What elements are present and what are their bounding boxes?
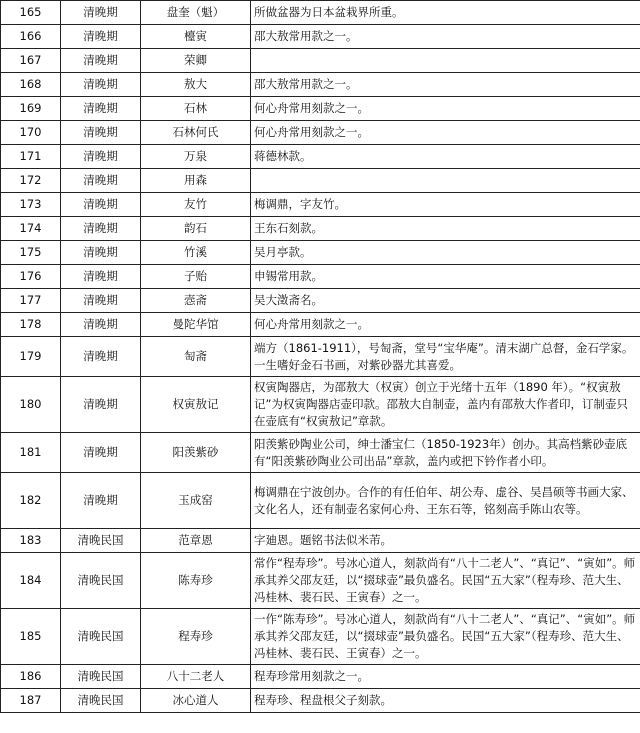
table-row: [1, 145, 640, 169]
row-description: 权寅陶器店，为邵敖大（权寅）创立于光绪十五年（1890 年）。“权寅敖记”为权寅陶器店壶印款。邵敖大自制壶，盖内有邵敖大作者印，订制壶只在壶底有“权寅敖记”章款。: [251, 377, 640, 433]
row-description: 何心舟常用刻款之一。: [251, 121, 640, 145]
table-row: [1, 193, 640, 217]
row-number: 168: [1, 73, 61, 97]
row-mark: 盘奎（魁）: [141, 1, 251, 25]
row-mark: 程寿珍: [141, 609, 251, 665]
table-row: [1, 689, 640, 713]
row-mark: 石林: [141, 97, 251, 121]
row-era: 清晚民国: [61, 553, 141, 609]
row-description: 阳羡紫砂陶业公司，绅士潘宝仁（1850-1923年）创办。其高档紫砂壶底有“阳羡紫砂陶业公司出品”章款，盖内或把下钤作者小印。: [251, 433, 640, 473]
row-number: 185: [1, 609, 61, 665]
row-era: 清晚期: [61, 217, 141, 241]
row-description: 程寿珍、程盘根父子刻款。: [251, 689, 640, 713]
table-row: [1, 313, 640, 337]
row-era: 清晚期: [61, 241, 141, 265]
row-mark: 阳羡紫砂: [141, 433, 251, 473]
row-number: 184: [1, 553, 61, 609]
row-number: 171: [1, 145, 61, 169]
row-mark: 陈寿珍: [141, 553, 251, 609]
table-row: [1, 97, 640, 121]
row-number: 186: [1, 665, 61, 689]
row-number: 169: [1, 97, 61, 121]
row-mark: 权寅敖记: [141, 377, 251, 433]
row-era: 清晚民国: [61, 529, 141, 553]
row-number: 187: [1, 689, 61, 713]
mark-table-body: [1, 1, 640, 713]
table-row: [1, 169, 640, 193]
row-mark: 子贻: [141, 265, 251, 289]
table-row: [1, 529, 640, 553]
row-mark: 檯寅: [141, 25, 251, 49]
row-era: 清晚期: [61, 337, 141, 377]
table-row: [1, 73, 640, 97]
row-description: 一作“陈寿珍”。号冰心道人，刻款尚有“八十二老人”、“真记”、“寅如”。师承其养父邵友廷，以“掇球壶”最负盛名。民国“五大家”（程寿珍、范大生、冯桂林、裴石民、王寅春）之一。: [251, 609, 640, 665]
table-row: [1, 337, 640, 377]
row-number: 178: [1, 313, 61, 337]
row-era: 清晚期: [61, 25, 141, 49]
row-description: 王东石刻款。: [251, 217, 640, 241]
row-number: 167: [1, 49, 61, 73]
row-number: 176: [1, 265, 61, 289]
table-row: [1, 553, 640, 609]
table-row: [1, 121, 640, 145]
row-number: 177: [1, 289, 61, 313]
row-number: 180: [1, 377, 61, 433]
row-era: 清晚期: [61, 145, 141, 169]
row-era: 清晚民国: [61, 689, 141, 713]
table-row: [1, 609, 640, 665]
row-mark: 竹溪: [141, 241, 251, 265]
row-mark: 敖大: [141, 73, 251, 97]
row-description: 邵大敖常用款之一。: [251, 25, 640, 49]
row-era: 清晚期: [61, 97, 141, 121]
row-mark: 悫斋: [141, 289, 251, 313]
row-era: 清晚期: [61, 265, 141, 289]
row-description: 吴月亭款。: [251, 241, 640, 265]
table-row: [1, 265, 640, 289]
row-mark: 曼陀华馆: [141, 313, 251, 337]
row-description: [251, 169, 640, 193]
row-era: 清晚期: [61, 49, 141, 73]
row-era: 清晚期: [61, 289, 141, 313]
row-description: 何心舟常用刻款之一。: [251, 97, 640, 121]
table-row: [1, 1, 640, 25]
row-number: 170: [1, 121, 61, 145]
row-description: 何心舟常用刻款之一。: [251, 313, 640, 337]
row-era: 清晚期: [61, 473, 141, 529]
table-row: [1, 473, 640, 529]
row-era: 清晚期: [61, 313, 141, 337]
row-number: 175: [1, 241, 61, 265]
row-number: 179: [1, 337, 61, 377]
row-era: 清晚期: [61, 1, 141, 25]
row-era: 清晚民国: [61, 609, 141, 665]
row-number: 181: [1, 433, 61, 473]
row-era: 清晚期: [61, 377, 141, 433]
row-era: 清晚期: [61, 193, 141, 217]
row-mark: 万泉: [141, 145, 251, 169]
row-number: 172: [1, 169, 61, 193]
row-mark: 冰心道人: [141, 689, 251, 713]
row-mark: 范章恩: [141, 529, 251, 553]
row-era: 清晚期: [61, 433, 141, 473]
row-mark: 用森: [141, 169, 251, 193]
row-era: 清晚期: [61, 73, 141, 97]
row-number: 182: [1, 473, 61, 529]
row-mark: 荣卿: [141, 49, 251, 73]
table-row: [1, 241, 640, 265]
row-mark: 匋斋: [141, 337, 251, 377]
row-mark: 玉成窑: [141, 473, 251, 529]
table-row: [1, 289, 640, 313]
table-row: [1, 433, 640, 473]
row-description: 邵大敖常用款之一。: [251, 73, 640, 97]
table-row: [1, 25, 640, 49]
row-number: 165: [1, 1, 61, 25]
row-description: 梅调鼎，字友竹。: [251, 193, 640, 217]
row-description: [251, 49, 640, 73]
row-description: 所做盆器为日本盆栽界所重。: [251, 1, 640, 25]
row-number: 174: [1, 217, 61, 241]
row-era: 清晚民国: [61, 665, 141, 689]
row-mark: 友竹: [141, 193, 251, 217]
row-description: 端方（1861-1911），号匋斋，堂号“宝华庵”。清末湖广总督，金石学家。一生嗜好金石书画，对紫砂器尤其喜爱。: [251, 337, 640, 377]
row-mark: 韵石: [141, 217, 251, 241]
row-description: 梅调鼎在宁波创办。合作的有任伯年、胡公寿、虚谷、吴昌硕等书画大家、文化名人，还有制壶名家何心舟、王东石等，铭刻高手陈山农等。: [251, 473, 640, 529]
row-era: 清晚期: [61, 121, 141, 145]
row-number: 173: [1, 193, 61, 217]
row-mark: 石林何氏: [141, 121, 251, 145]
row-description: 申锡常用款。: [251, 265, 640, 289]
row-description: 字廸恩。题铭书法似米芾。: [251, 529, 640, 553]
table-row: [1, 665, 640, 689]
row-era: 清晚期: [61, 169, 141, 193]
table-row: [1, 377, 640, 433]
row-number: 183: [1, 529, 61, 553]
row-description: 常作“程寿珍”。号冰心道人，刻款尚有“八十二老人”、“真记”、“寅如”。师承其养父邵友廷，以“掇球壶”最负盛名。民国“五大家”（程寿珍、范大生、冯桂林、裴石民、王寅春）之一。: [251, 553, 640, 609]
row-description: 蒋德林款。: [251, 145, 640, 169]
table-row: [1, 217, 640, 241]
row-description: 程寿珍常用刻款之一。: [251, 665, 640, 689]
row-number: 166: [1, 25, 61, 49]
table-row: [1, 49, 640, 73]
row-description: 吴大澂斋名。: [251, 289, 640, 313]
row-mark: 八十二老人: [141, 665, 251, 689]
